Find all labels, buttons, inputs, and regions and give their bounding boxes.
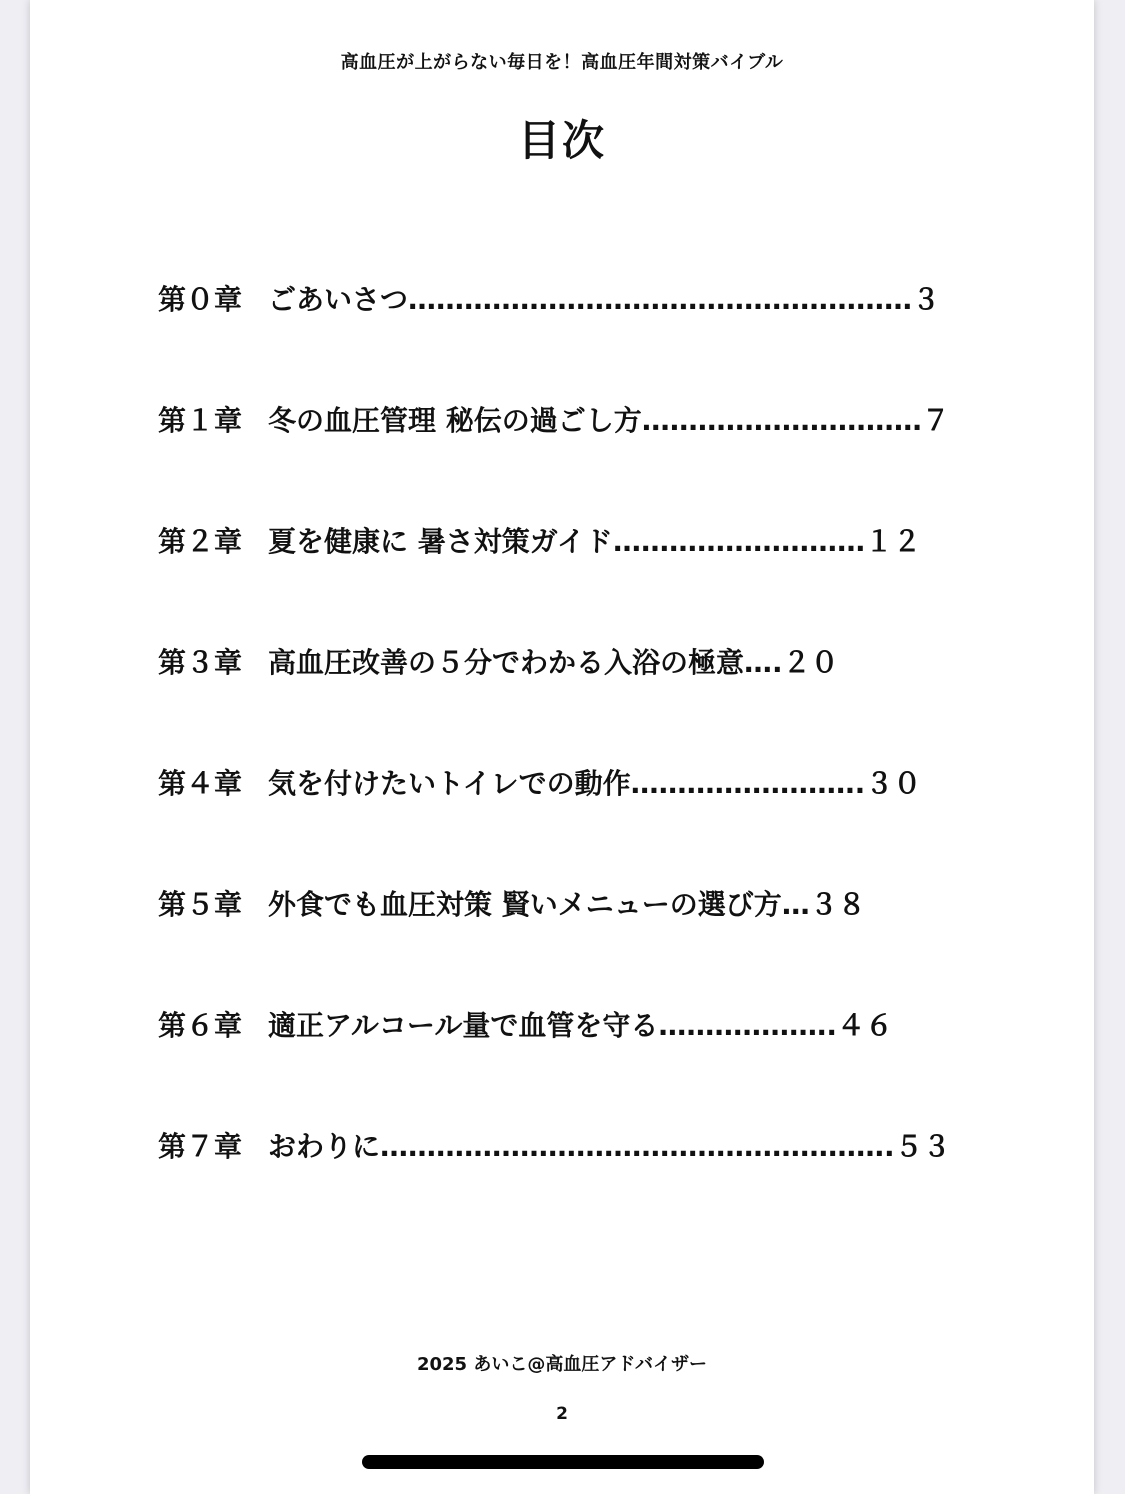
toc-chapter-number: 第２章 xyxy=(158,525,243,558)
toc-leader: ………………………………………………. xyxy=(380,1130,895,1163)
toc-item-chapter-7[interactable] xyxy=(158,1127,978,1248)
toc-page-number: ７ xyxy=(921,404,950,437)
toc-item-chapter-3[interactable] xyxy=(158,643,978,764)
toc-page-number: ３０ xyxy=(865,767,922,800)
toc-chapter-title: 冬の血圧管理 秘伝の過ごし方 xyxy=(268,404,642,437)
document-page xyxy=(30,0,1094,1494)
running-header: 高血圧が上がらない毎日を！高血圧年間対策バイブル xyxy=(340,52,784,73)
toc-page-number: ５３ xyxy=(894,1130,951,1163)
toc-chapter-title: 夏を健康に 暑さ対策ガイド xyxy=(268,525,613,558)
toc-item-chapter-1[interactable] xyxy=(158,401,978,522)
toc-chapter-number: 第３章 xyxy=(158,646,243,679)
table-of-contents xyxy=(158,280,978,1248)
toc-leader: ………………………… xyxy=(641,404,922,437)
page-number: 2 xyxy=(556,1404,568,1424)
toc-page-number: ２０ xyxy=(782,646,839,679)
toc-chapter-number: 第６章 xyxy=(158,1009,243,1042)
home-indicator-bar[interactable] xyxy=(362,1455,764,1469)
toc-chapter-title: 外食でも血圧対策 賢いメニューの選び方 xyxy=(268,888,782,921)
toc-page-number: ４６ xyxy=(836,1009,893,1042)
footer-credit: 2025 あいこ@高血圧アドバイザー xyxy=(416,1354,707,1375)
toc-item-chapter-4[interactable] xyxy=(158,764,978,885)
toc-chapter-title: 気を付けたいトイレでの動作 xyxy=(268,767,631,800)
toc-chapter-number: 第０章 xyxy=(158,283,243,316)
toc-leader: … xyxy=(781,888,810,921)
toc-chapter-number: 第１章 xyxy=(158,404,243,437)
toc-page-number: ３ xyxy=(912,283,941,316)
toc-chapter-number: 第７章 xyxy=(158,1130,243,1163)
toc-chapter-number: 第４章 xyxy=(158,767,243,800)
toc-chapter-title: ごあいさつ xyxy=(268,283,409,316)
toc-item-chapter-5[interactable] xyxy=(158,885,978,1006)
toc-item-chapter-2[interactable] xyxy=(158,522,978,643)
toc-leader: ……………………. xyxy=(630,767,866,800)
toc-page-number: ３８ xyxy=(809,888,866,921)
toc-chapter-title: 高血圧改善の５分でわかる入浴の極意 xyxy=(268,646,745,679)
toc-item-chapter-6[interactable] xyxy=(158,1006,978,1127)
toc-leader: ………………. xyxy=(658,1009,837,1042)
toc-chapter-title: 適正アルコール量で血管を守る xyxy=(268,1009,659,1042)
toc-leader: ……………………… xyxy=(612,525,865,558)
toc-page-number: １２ xyxy=(864,525,921,558)
toc-chapter-title: おわりに xyxy=(268,1130,381,1163)
page-title: 目次 xyxy=(517,116,606,165)
toc-leader: …. xyxy=(744,646,783,679)
toc-chapter-number: 第５章 xyxy=(158,888,243,921)
toc-item-chapter-0[interactable] xyxy=(158,280,978,401)
toc-leader: ……………………………………………… xyxy=(408,283,913,316)
